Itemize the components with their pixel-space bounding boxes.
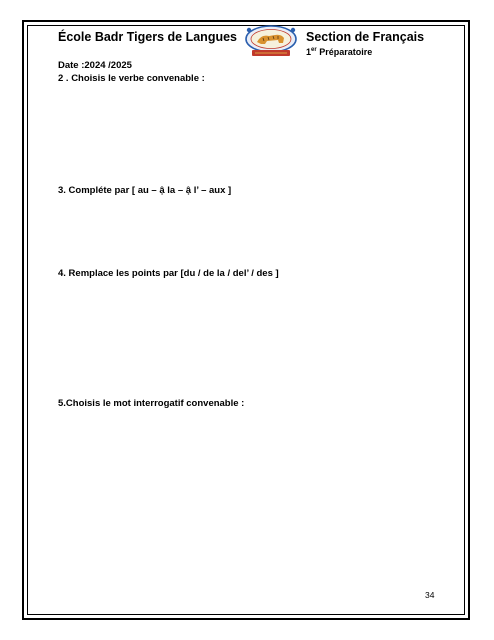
page-border-inner (27, 25, 465, 615)
question-2-heading: 2 . Choisis le verbe convenable : (58, 73, 205, 84)
grade-label: 1er Préparatoire (306, 47, 373, 57)
question-3-heading: 3. Compléte par [ au – ậ la – ậ l’ – aux ] (58, 185, 232, 196)
section-title: Section de Français (306, 30, 425, 44)
school-name: École Badr Tigers de Langues (58, 30, 237, 44)
school-logo-icon (243, 24, 299, 58)
question-5-heading: 5.Choisis le mot interrogatif convenable : (58, 398, 245, 409)
school-year-date: Date :2024 /2025 (58, 60, 132, 71)
page-number: 34 (425, 590, 435, 600)
question-4-heading: 4. Remplace les points par [du / de la / del’ / des ] (58, 268, 279, 279)
